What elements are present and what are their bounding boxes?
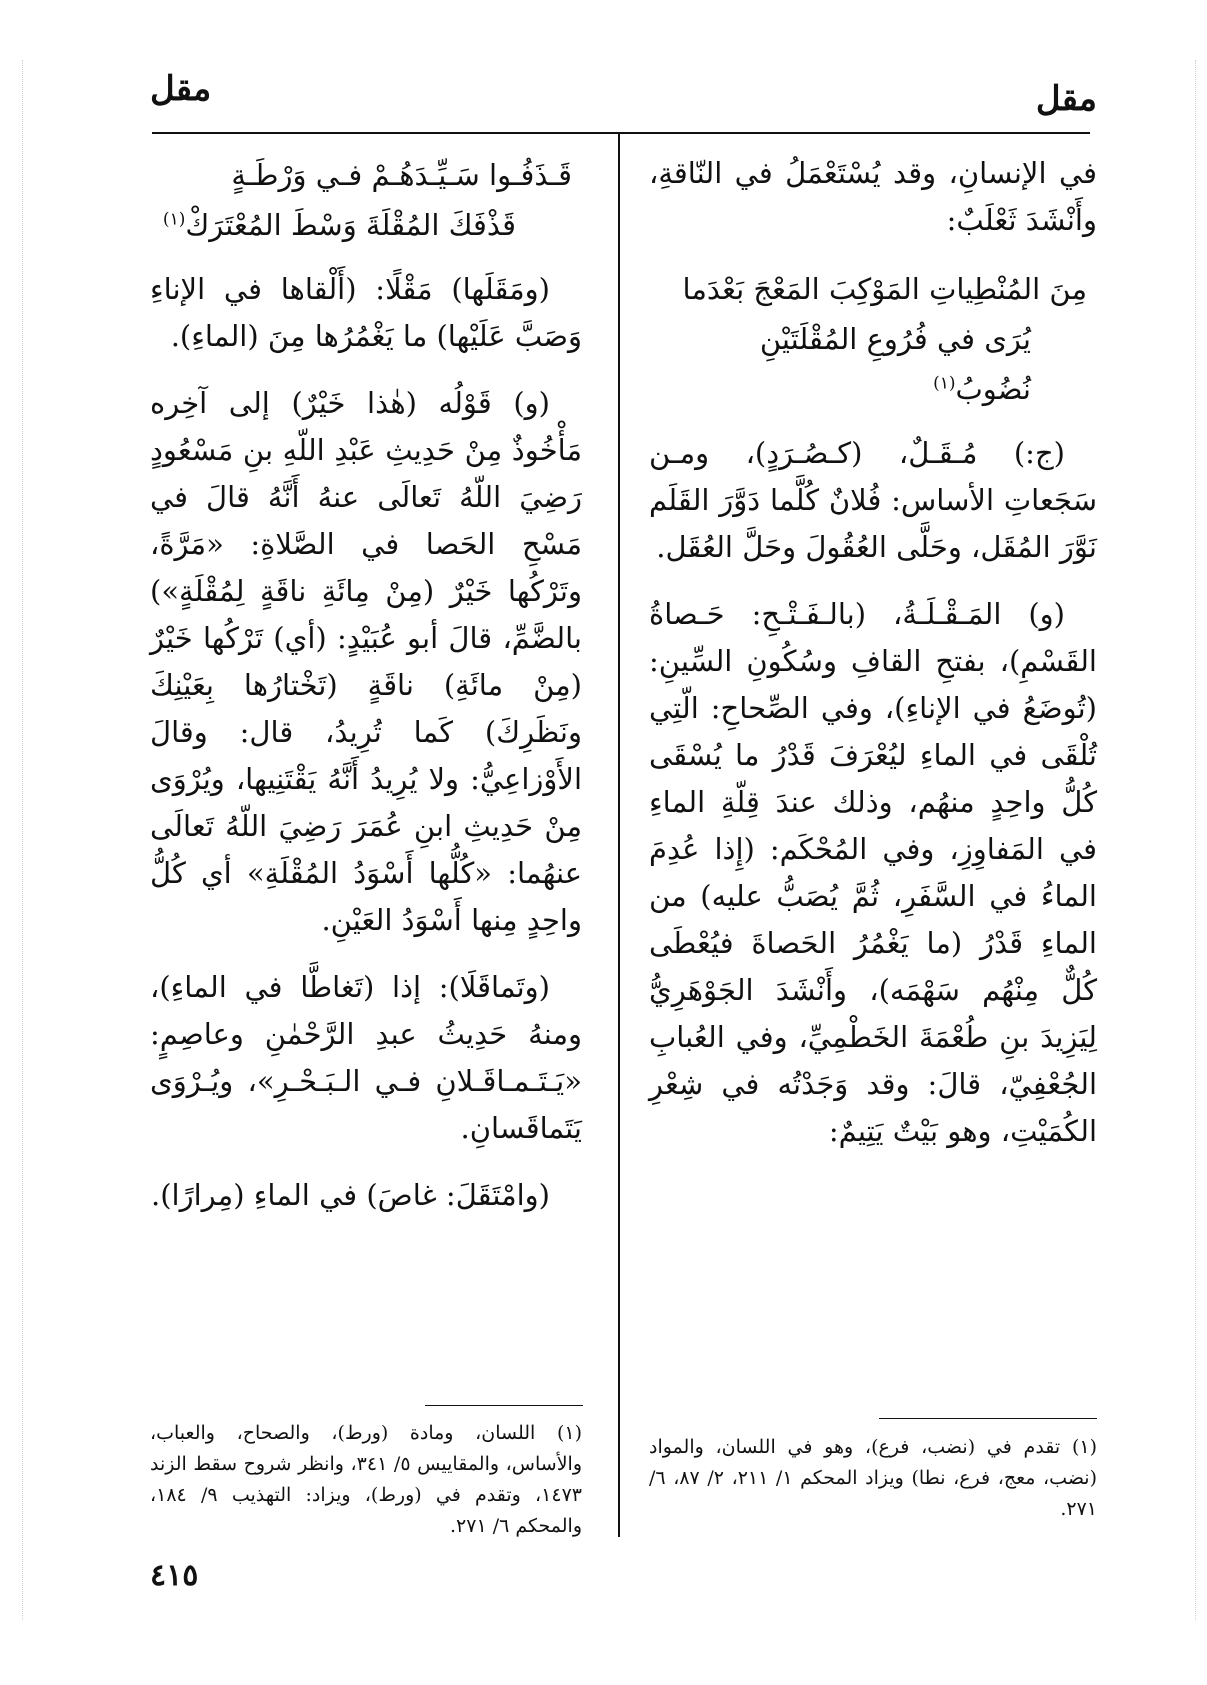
right-verse-line-2 <box>659 314 1087 414</box>
page-number: ٤١٥ <box>150 1558 199 1593</box>
footnote-ref: (١) <box>162 209 186 230</box>
footnote-ref: (١) <box>933 373 956 394</box>
left-paragraph-4: (وامْتَقَلَ: غاصَ) في الماءِ (مِرارًا). <box>151 1178 550 1212</box>
right-paragraph-1: في الإنسانِ، وقد يُسْتَعْمَلُ في النّاقةِ، وأَنْشَدَ ثَعْلَبٌ: <box>649 156 1097 237</box>
right-verse-line-2-text: يُرَى في فُرُوعِ المُقْلَتَيْنِ نُضُوبُ <box>759 322 1031 406</box>
left-verse-line-1: قَـذَفُـوا سَـيِّـدَهُـمْ فـي وَرْطَـةٍ <box>231 158 572 192</box>
footnote-rule-right <box>879 1418 1097 1419</box>
left-paragraph-2: (و) قَوْلُه (هٰذا خَيْرٌ) إلى آخِره مَأْخُوذٌ مِنْ حَدِيثِ عَبْدِ اللّهِ بنِ مَسْعُودٍ رَضِيَ اللّهُ تَعالَى عنهُ أَنَّهُ قالَ في مَسْحِ الحَصا في الصَّلاةِ: «مَرَّةً، وتَرْكُها خَيْرٌ (مِنْ مِائَةِ ناقَةٍ لِمُقْلَةٍ») بالضَّمِّ، قالَ أبو عُبَيْدٍ: (أي) تَرْكُها خَيْرٌ (مِنْ مائَةِ) ناقَةٍ (تَخْتارُها بِعَيْنِكَ ونَظَرِكَ) كَما تُرِيدُ، قال: وقالَ الأَوْزاعِيُّ: ولا يُرِيدُ أَنَّهُ يَقْتَنِيها، ويُرْوَى مِنْ حَدِيثِ ابنِ عُمَرَ رَضِيَ اللّهُ تَعالَى عنهُما: «كُلُّها أَسْوَدُ المُقْلَةِ» أي كُلُّ واحِدٍ مِنها أَسْوَدُ العَيْنِ. <box>150 386 582 937</box>
scan-edge-right <box>1195 60 1196 1620</box>
left-verse <box>150 150 582 250</box>
left-paragraph-1: (ومَقَلَها) مَقْلًا: (أَلْقاها في الإناءِ وَصَبَّ عَلَيْها) ما يَغْمُرُها مِنَ (الماءِ). <box>150 272 582 353</box>
left-paragraph-3: (وتَماقَلَا): إذا (تَغاطَّا في الماءِ)، ومنهُ حَدِيثُ عبدِ الرَّحْمٰنِ وعاصِمٍ: «يَـتَـمـاقَـلانِ فـي الـبَـحْـرِ»، ويُـرْوَى يَتَماقَسانِ. <box>150 970 582 1145</box>
footnote-right: (١) تقدم في (نضب، فرع)، وهو في اللسان، والمواد (نضب، معج، فرع، نطا) ويزاد المحكم ١/ ٢١١، ٢/ ٨٧، ٦/ ٢٧١. <box>649 1436 1098 1520</box>
column-divider <box>618 132 620 1537</box>
right-verse <box>649 264 1097 414</box>
right-column <box>649 150 1097 1175</box>
right-verse-line-1: مِنَ المُنْطِياتِ المَوْكِبَ المَعْجَ بَعْدَما <box>682 272 1087 306</box>
left-verse-line-2-text: قَذْفَكَ المُقْلَةَ وَسْطَ المُعْتَرَكْ <box>185 208 516 242</box>
right-paragraph-3: (و) المَـقْـلَـةُ، (بالـفَـتْـحِ: حَـصاةُ القَسْمِ)، بفتحِ القافِ وسُكُونِ السِّينِ: (تُوضَعُ في الإناءِ)، وفي الصِّحاحِ: الّتِي تُلْقَى في الماءِ ليُعْرَفَ قَدْرُ ما يُسْقَى كُلُّ واحِدٍ منهُم، وذلك عندَ قِلّةِ الماءِ في المَفاوِزِ، وفي المُحْكَم: (إِذا عُدِمَ الماءُ في السَّفَرِ، ثُمَّ يُصَبُّ عليه) من الماءِ قَدْرُ (ما يَغْمُرُ الحَصاةَ فيُعْطَى كُلٌّ مِنْهُم سَهْمَه)، وأَنْشَدَ الجَوْهَرِيُّ لِيَزِيدَ بنِ طُعْمَةَ الخَطْمِيِّ، وفي العُبابِ الجُعْفِيّ، قالَ: وقد وَجَدْتُه في شِعْرِ الكُمَيْتِ، وهو بَيْتٌ يَتِيمٌ: <box>649 597 1097 1148</box>
left-column <box>150 150 582 1239</box>
footnote-left: (١) اللسان، ومادة (ورط)، والصحاح، والعباب، والأساس، والمقاييس ٥/ ٣٤١، وانظر شروح سقط الزند ١٤٧٣، وتقدم في (ورط)، ويزاد: التهذيب ٩/ ١٨٤، والمحكم ٦/ ٢٧١. <box>150 1422 582 1537</box>
scan-edge-left <box>22 60 23 1620</box>
right-paragraph-2: (ج:) مُـقَـلٌ، (كـصُـرَدٍ)، ومـن سَجَعاتِ الأساس: فُلانٌ كُلَّما دَوَّرَ القَلَم نَوَّرَ المُقَل، وحَلَّى العُقُولَ وحَلَّ العُقَل. <box>649 436 1097 564</box>
left-verse-line-2 <box>160 200 572 250</box>
footnote-rule-left <box>425 1405 583 1406</box>
header-rule <box>152 132 1090 134</box>
running-head-right: مقل <box>1035 79 1097 119</box>
running-head-left: مقل <box>150 69 212 109</box>
